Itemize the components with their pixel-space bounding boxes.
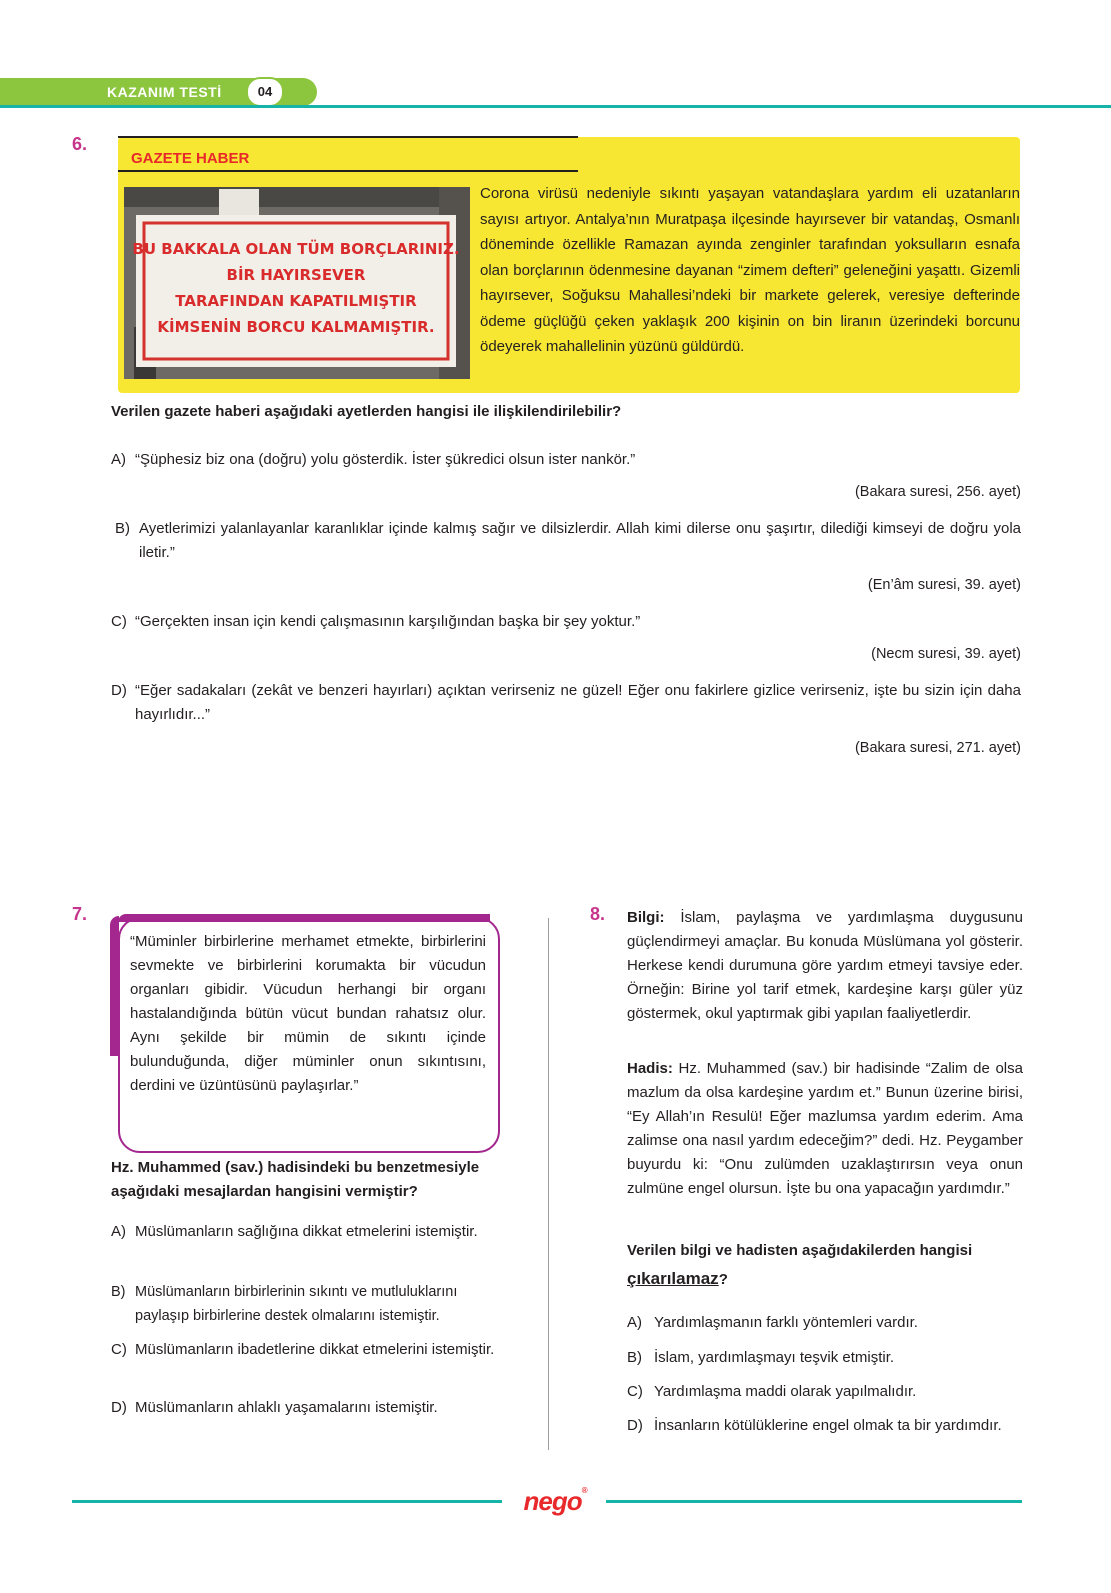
q8-option-c-text: Yardımlaşma maddi olarak yapılmalıdır.	[654, 1383, 917, 1400]
sign-line-3: TARAFINDAN KAPATILMIŞTIR	[175, 292, 417, 310]
footer-rule-left	[72, 1500, 502, 1503]
question-8-number: 8.	[590, 904, 606, 924]
q7-option-c-letter: C)	[111, 1341, 127, 1358]
question-8-stem	[627, 1237, 1023, 1294]
question-6-stem: Verilen gazete haberi aşağıdaki ayetlerden hangisi ile ilişkilendirilebilir?	[111, 403, 622, 420]
q8-option-d-text: İnsanların kötülüklerine engel olmak ta bir yardımdır.	[654, 1417, 1002, 1434]
q7-option-c[interactable]	[111, 1338, 507, 1362]
q7-option-d-letter: D)	[111, 1399, 127, 1416]
q8-hadith-text: Hz. Muhammed (sav.) bir hadisinde “Zalim de olsa mazlum da olsa kardeşine yardım et.” Bunun üzerine birisi, “Ey Allah’ın Resulü! Eğer mazlumsa yardım ederim. Ama zalimse ona nasıl yardım edeceğim?” dedi. Hz. Peygamber buyurdu ki: “Onu zulümden uzaklaştırırsın veya onun zulmüne engel olursun. İşte bu ona yapacağın yardımdır.”	[627, 1060, 1023, 1197]
q6-option-d-letter: D)	[111, 682, 127, 699]
q7-option-a[interactable]	[111, 1220, 507, 1244]
q8-option-b[interactable]	[627, 1346, 1023, 1370]
question-6-number: 6.	[72, 134, 88, 154]
q7-option-a-letter: A)	[111, 1223, 126, 1240]
news-label-rule-bottom	[118, 170, 578, 172]
q7-option-c-text: Müslümanların ibadetlerine dikkat etmelerini istemiştir.	[135, 1341, 495, 1358]
q7-option-d[interactable]	[111, 1396, 507, 1420]
q6-option-b-letter: B)	[115, 520, 130, 537]
q7-option-d-text: Müslümanların ahlaklı yaşamalarını istemiştir.	[135, 1399, 438, 1416]
hadith-quote: “Müminler birbirlerine merhamet etmekte, birbirlerini sevmekte ve birbirlerini korumakta bir vücudun organları gibidir. Vücudun herhangi bir organı hastalandığında bütün vücut bundan rahatsız olur. Aynı şekilde bir mümin de sıkıntı içinde bulunduğunda, diğer müminler onun sıkıntısını, derdini ve üzüntüsünü paylaşırlar.”	[130, 933, 486, 1094]
q6-option-c[interactable]	[111, 610, 1021, 634]
sign-line-2: BİR HAYIRSEVER	[226, 266, 366, 284]
q8-info-text: İslam, paylaşma ve yardımlaşma duygusunu güçlendirmeyi amaçlar. Bu konuda Müslümana yol gösterir. Herkese kendi durumuna göre yardım etmeyi tavsiye eder. Örneğin: Birine yol tarif etmek, kardeşine karşı güler yüz göstermek, okul yaptırmak gibi yapılan faaliyetlerdir.	[627, 909, 1023, 1022]
news-photo	[124, 187, 470, 379]
news-label-rule-top	[118, 136, 578, 138]
q6-option-b-text: Ayetlerimizi yalanlayanlar karanlıklar içinde kalmış sağır ve dilsizlerdir. Allah kimi dilerse onu şaşırtır, dilediği kimseyi de doğru yola iletir.”	[139, 520, 1021, 561]
q8-stem-end: ?	[718, 1271, 728, 1288]
q6-option-c-letter: C)	[111, 613, 127, 630]
q6-option-c-text: “Gerçekten insan için kendi çalışmasının karşılığından başka bir şey yoktur.”	[135, 613, 641, 630]
q8-stem-part1: Verilen bilgi ve hadisten aşağıdakilerden hangisi	[627, 1242, 973, 1259]
sign-line-1: BU BAKKALA OLAN TÜM BORÇLARINIZ.	[132, 240, 460, 258]
q8-option-d[interactable]	[627, 1414, 1023, 1438]
q8-option-c-letter: C)	[627, 1383, 643, 1400]
q8-option-c[interactable]	[627, 1380, 1023, 1404]
q7-option-b[interactable]	[111, 1280, 507, 1328]
q7-option-b-letter: B)	[111, 1284, 126, 1300]
publisher-logo-text: nego	[523, 1486, 582, 1516]
q8-stem-emphasis: çıkarılamaz	[627, 1269, 719, 1288]
news-box-label: GAZETE HABER	[131, 150, 250, 167]
q6-option-a-letter: A)	[111, 451, 126, 468]
q6-option-d[interactable]	[111, 679, 1021, 727]
q8-hadith-paragraph	[627, 1057, 1023, 1201]
q6-option-a[interactable]	[111, 448, 1021, 472]
shop-sign-photo	[124, 187, 470, 379]
question-7-stem: Hz. Muhammed (sav.) hadisindeki bu benzetmesiyle aşağıdaki mesajlardan hangisini vermiştir?	[111, 1159, 480, 1200]
q8-info-label: Bilgi:	[627, 909, 665, 926]
q6-option-a-source: (Bakara suresi, 256. ayet)	[854, 484, 1021, 500]
q8-option-a-letter: A)	[627, 1314, 642, 1331]
test-number-badge: 04	[246, 77, 284, 107]
sign-line-4: KİMSENİN BORCU KALMAMIŞTIR.	[157, 318, 435, 336]
q8-option-a-text: Yardımlaşmanın farklı yöntemleri vardır.	[654, 1314, 918, 1331]
q8-option-a[interactable]	[627, 1311, 1023, 1335]
registered-mark: ®	[581, 1486, 587, 1495]
header-divider	[0, 105, 1111, 108]
q6-option-b[interactable]	[115, 517, 1021, 565]
q6-option-c-source: (Necm suresi, 39. ayet)	[871, 646, 1021, 662]
q6-option-d-source: (Bakara suresi, 271. ayet)	[854, 740, 1021, 756]
q7-option-a-text: Müslümanların sağlığına dikkat etmelerini istemiştir.	[135, 1223, 478, 1240]
news-text: Corona virüsü nedeniyle sıkıntı yaşayan vatandaşlara yardım eli uzatanların sayısı artıyor. Antalya’nın Muratpaşa ilçesinde hayırsever bir vatandaş, Osmanlı döneminde özellikle Ramazan ayında zenginler tarafından yoksulların esnafa olan borçlarının ödenmesine dayanan “zimem defteri” geleneğini yaşattı. Gizemli hayırsever, Soğuksu Mahallesi’ndeki bir markete gelerek, veresiye defterinde ödeme güçlüğü çeken yaklaşık 200 kişinin on bin liranın üzerindeki borcunu ödeyerek mahallelinin yüzünü güldürdü.	[480, 185, 1020, 355]
question-7-number: 7.	[72, 904, 88, 924]
q8-option-d-letter: D)	[627, 1417, 643, 1434]
publisher-logo	[508, 1486, 602, 1516]
q7-option-b-text: Müslümanların birbirlerinin sıkıntı ve mutluluklarını paylaşıp birbirlerine destek olmalarını istemiştir.	[135, 1284, 458, 1324]
hadith-box-accent-top	[118, 914, 490, 922]
q8-option-b-text: İslam, yardımlaşmayı teşvik etmiştir.	[654, 1349, 895, 1366]
q6-option-b-source: (En’âm suresi, 39. ayet)	[867, 577, 1021, 593]
hadith-box-accent-left	[110, 916, 119, 1056]
q6-option-d-text: “Eğer sadakaları (zekât ve benzeri hayırları) açıktan verirseniz ne güzel! Eğer onu fakirlere gizlice verirseniz, işte bu sizin için daha hayırlıdır...”	[135, 682, 1021, 723]
q6-option-a-text: “Şüphesiz biz ona (doğru) yolu gösterdik. İster şükredici olsun ister nankör.”	[135, 451, 636, 468]
q8-info-paragraph	[627, 906, 1023, 1026]
column-divider	[548, 918, 549, 1450]
q8-hadith-label: Hadis:	[627, 1060, 673, 1077]
test-title: KAZANIM TESTİ	[107, 84, 222, 100]
q8-option-b-letter: B)	[627, 1349, 642, 1366]
footer-rule-right	[606, 1500, 1022, 1503]
